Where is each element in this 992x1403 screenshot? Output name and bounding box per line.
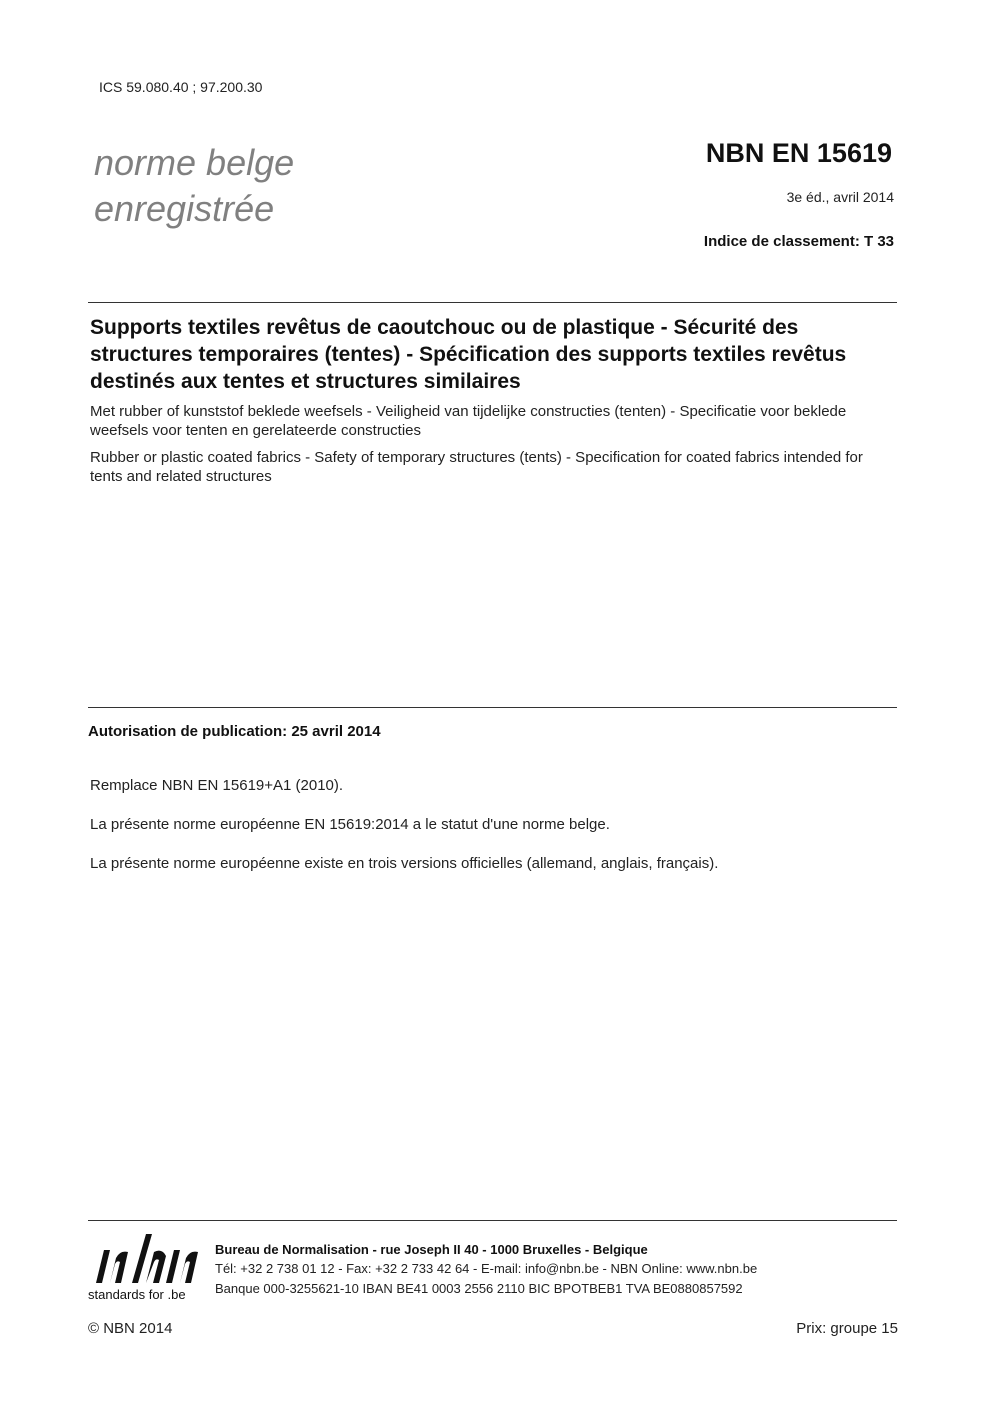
copyright: © NBN 2014 — [88, 1320, 173, 1337]
publication-authorisation: Autorisation de publication: 25 avril 2014 — [88, 723, 381, 740]
logo-caption: standards for .be — [88, 1287, 186, 1302]
footer-bank: Banque 000-3255621-10 IBAN BE41 0003 2556 2110 BIC BPOTBEB1 TVA BE0880857592 — [215, 1281, 743, 1296]
brand-title — [94, 140, 294, 232]
footer-contact: Tél: +32 2 738 01 12 - Fax: +32 2 733 42 64 - E-mail: info@nbn.be - NBN Online: www.nbn.be — [215, 1261, 758, 1276]
standard-number: NBN EN 15619 — [705, 138, 892, 168]
title-english: Rubber or plastic coated fabrics - Safety of temporary structures (tents) - Specification for coated fabrics intended for tents and related structures — [90, 449, 863, 485]
note-versions: La présente norme européenne existe en trois versions officielles (allemand, anglais, français). — [90, 855, 719, 872]
ics-codes: ICS 59.080.40 ; 97.200.30 — [99, 79, 263, 95]
brand-line-1: norme belge — [94, 142, 295, 183]
divider-footer — [88, 1220, 897, 1221]
classification-index: Indice de classement: T 33 — [703, 233, 894, 250]
note-replaces: Remplace NBN EN 15619+A1 (2010). — [90, 777, 344, 794]
footer-address: Bureau de Normalisation - rue Joseph II 40 - 1000 Bruxelles - Belgique — [215, 1242, 648, 1257]
divider-middle — [88, 707, 897, 708]
title-dutch: Met rubber of kunststof beklede weefsels - Veiligheid van tijdelijke constructies (tenten) - Specificatie voor beklede weefsels voor tenten en gerelateerde constructies — [90, 403, 847, 439]
edition-date: 3e éd., avril 2014 — [786, 189, 894, 205]
brand-line-2: enregistrée — [94, 188, 275, 229]
note-status: La présente norme européenne EN 15619:2014 a le statut d'une norme belge. — [90, 816, 610, 833]
title-french: Supports textiles revêtus de caoutchouc ou de plastique - Sécurité des structures temporaires (tentes) - Spécification des supports textiles revêtus destinés aux tentes et structures similaires — [90, 316, 847, 393]
divider-top — [88, 302, 897, 303]
price-group: Prix: groupe 15 — [796, 1320, 898, 1337]
